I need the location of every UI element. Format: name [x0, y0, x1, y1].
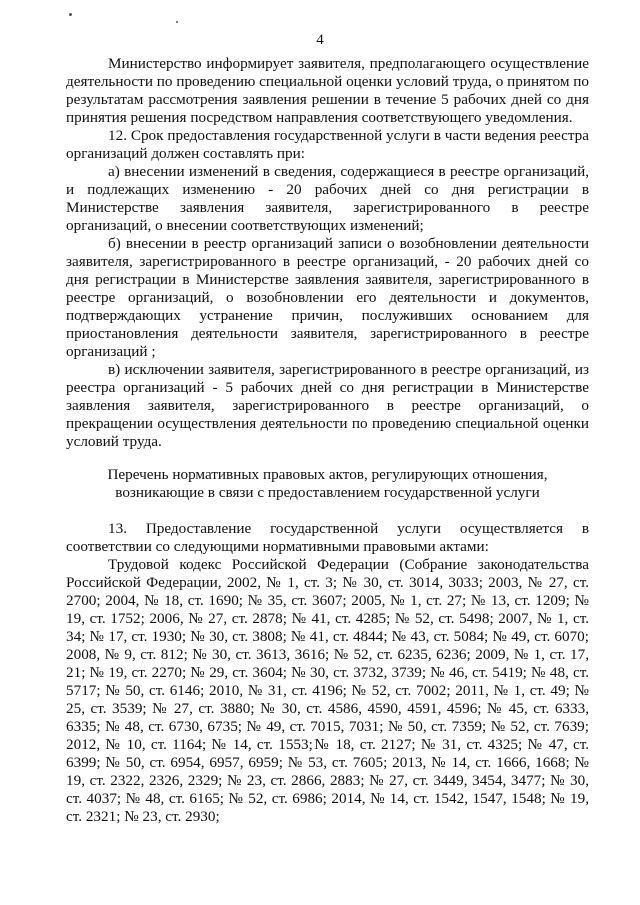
- scan-speck: [69, 13, 72, 16]
- paragraph-labor-code: Трудовой кодекс Российской Федерации (Собрание законодательства Российской Федерации, 2002, № 1, ст. 3; № 30, ст. 3014, 3033; 2003, № 27, ст. 2700; 2004, № 18, ст. 1690; № 35, ст. 3607; 2005, № 1, ст. 27; № 13, ст. 1209; № 19, ст. 1752; 2006, № 27, ст. 2878; № 41, ст. 4285; № 52, ст. 5498; 2007, № 1, ст. 34; № 17, ст. 1930; № 30, ст. 3808; № 41, ст. 4844; № 43, ст. 5084; № 49, ст. 6070; 2008, № 9, ст. 812; № 30, ст. 3613, 3616; № 52, ст. 6235, 6236; 2009, № 1, ст. 17, 21; № 19, ст. 2270; № 29, ст. 3604; № 30, ст. 3732, 3739; № 46, ст. 5419; № 48, ст. 5717; № 50, ст. 6146; 2010, № 31, ст. 4196; № 52, ст. 7002; 2011, № 1, ст. 49; № 25, ст. 3539; № 27, ст. 3880; № 30, ст. 4586, 4590, 4591, 4596; № 45, ст. 6333, 6335; № 48, ст. 6730, 6735; № 49, ст. 7015, 7031; № 50, ст. 7359; № 52, ст. 7639; 2012, № 10, ст. 1164; № 14, ст. 1553;№ 18, ст. 2127; № 31, ст. 4325; № 47, ст. 6399; № 50, ст. 6954, 6957, 6959; № 53, ст. 7605; 2013, № 14, ст. 1666, 1668; № 19, ст. 2322, 2326, 2329; № 23, ст. 2866, 2883; № 27, ст. 3449, 3454, 3477; № 30, ст. 4037; № 48, ст. 6165; № 52, ст. 6986; 2014, № 14, ст. 1542, 1547, 1548; № 19, ст. 2321; № 23, ст. 2930;: [66, 556, 589, 825]
- scan-speck: [176, 21, 178, 23]
- paragraph-notification: Министерство информирует заявителя, предполагающего осуществление деятельности по проведению специальной оценки условий труда, о принятом по результатам рассмотрения заявления решении в течение 5 рабочих дней со дня принятия решения посредством направления соответствующего уведомления.: [66, 55, 589, 126]
- page-number: 4: [316, 32, 324, 48]
- document-body: [66, 55, 589, 826]
- paragraph-12a: а) внесении изменений в сведения, содержащиеся в реестре организаций, и подлежащих изменению - 20 рабочих дней со дня регистрации в Министерстве заявления заявителя, зарегистрированного в реестре организаций, о внесении соответствующих изменений;: [66, 163, 589, 234]
- paragraph-12b: б) внесении в реестр организаций записи о возобновлении деятельности заявителя, зарегистрированного в реестре организаций, - 20 рабочих дней со дня регистрации в Министерстве заявления заявителя, зарегистрированного в реестре организаций, о возобновлении его деятельности и документов, подтверждающих устранение причин, послуживших основанием для приостановления деятельности заявителя, зарегистрированного в реестре организаций ;: [66, 235, 589, 360]
- paragraph-12: 12. Срок предоставления государственной услуги в части ведения реестра организаций должен составлять при:: [66, 127, 589, 162]
- paragraph-12v: в) исключении заявителя, зарегистрированного в реестре организаций, из реестра организаций - 5 рабочих дней со дня регистрации в Министерстве заявления заявителя, зарегистрированного в реестре организаций, о прекращении осуществления деятельности по проведению специальной оценки условий труда.: [66, 361, 589, 450]
- paragraph-13: 13. Предоставление государственной услуги осуществляется в соответствии со следующими нормативными правовыми актами:: [66, 520, 589, 555]
- section-heading: Перечень нормативных правовых актов, регулирующих отношения, возникающие в связи с предоставлением государственной услуги: [107, 466, 548, 501]
